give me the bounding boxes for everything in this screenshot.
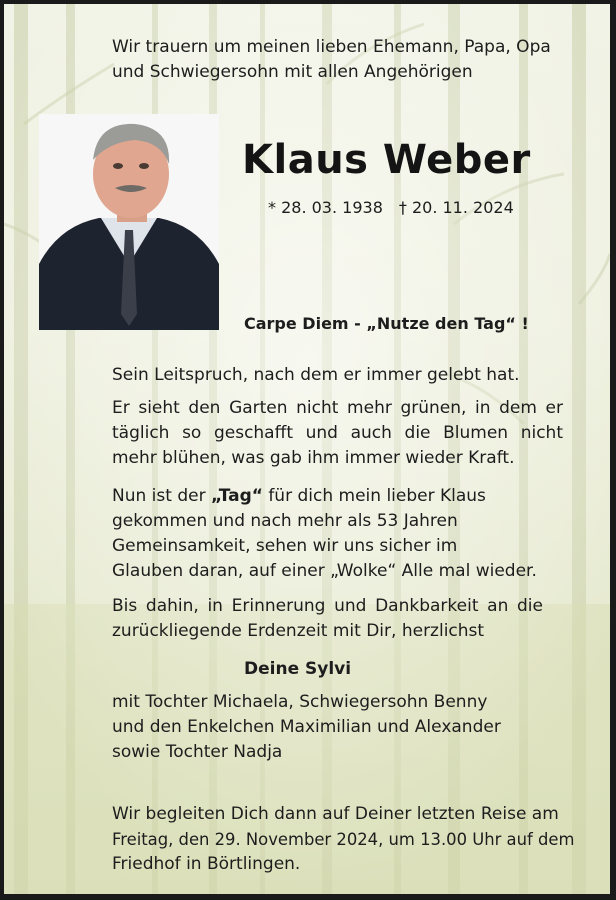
deceased-name: Klaus Weber [242,137,531,183]
family-line-2: und den Enkelchen Maximilian und Alexander [112,717,501,737]
paragraph-3-line-1 [112,484,486,509]
funeral-line-2: Freitag, den 29. November 2024, um 13.00 Uhr auf dem [112,830,575,849]
death-date: † 20. 11. 2024 [398,198,514,217]
motto: Carpe Diem - „Nutze den Tag“ ! [244,314,529,333]
paragraph-3-prefix: Nun ist der [112,486,211,506]
portrait-photo [39,114,219,330]
paragraph-2-line-2: täglich so geschafft und auch die Blumen nicht [112,423,563,443]
paragraph-3-line-2: gekommen und nach mehr als 53 Jahren [112,511,458,531]
life-dates [268,198,530,217]
family-line-3: sowie Tochter Nadja [112,742,283,762]
paragraph-3-suffix: für dich mein lieber Klaus [262,486,486,506]
paragraph-2-line-3: mehr blühen, was gab ihm immer wieder Kraft. [112,448,515,468]
birth-date: * 28. 03. 1938 [268,198,383,217]
paragraph-3-line-3: Gemeinsamkeit, sehen wir uns sicher im [112,536,458,556]
paragraph-2-line-1: Er sieht den Garten nicht mehr grünen, in dem er [112,398,563,418]
intro-line-1: Wir trauern um meinen lieben Ehemann, Papa, Opa [112,37,551,57]
obituary-card [4,4,610,894]
paragraph-4-line-1: Bis dahin, in Erinnerung und Dankbarkeit an die [112,596,543,616]
funeral-line-1: Wir begleiten Dich dann auf Deiner letzten Reise am [112,804,559,824]
intro-line-2: und Schwiegersohn mit allen Angehörigen [112,62,473,82]
funeral-line-3: Friedhof in Börtlingen. [112,854,301,874]
paragraph-1: Sein Leitspruch, nach dem er immer gelebt hat. [112,365,520,385]
paragraph-3-bold-word: „Tag“ [210,486,263,506]
paragraph-3-line-4: Glauben daran, auf einer „Wolke“ Alle mal wieder. [112,561,537,581]
paragraph-4-line-2: zurückliegende Erdenzeit mit Dir, herzlichst [112,621,485,641]
family-line-1: mit Tochter Michaela, Schwiegersohn Benny [112,692,488,712]
signature: Deine Sylvi [244,659,352,679]
